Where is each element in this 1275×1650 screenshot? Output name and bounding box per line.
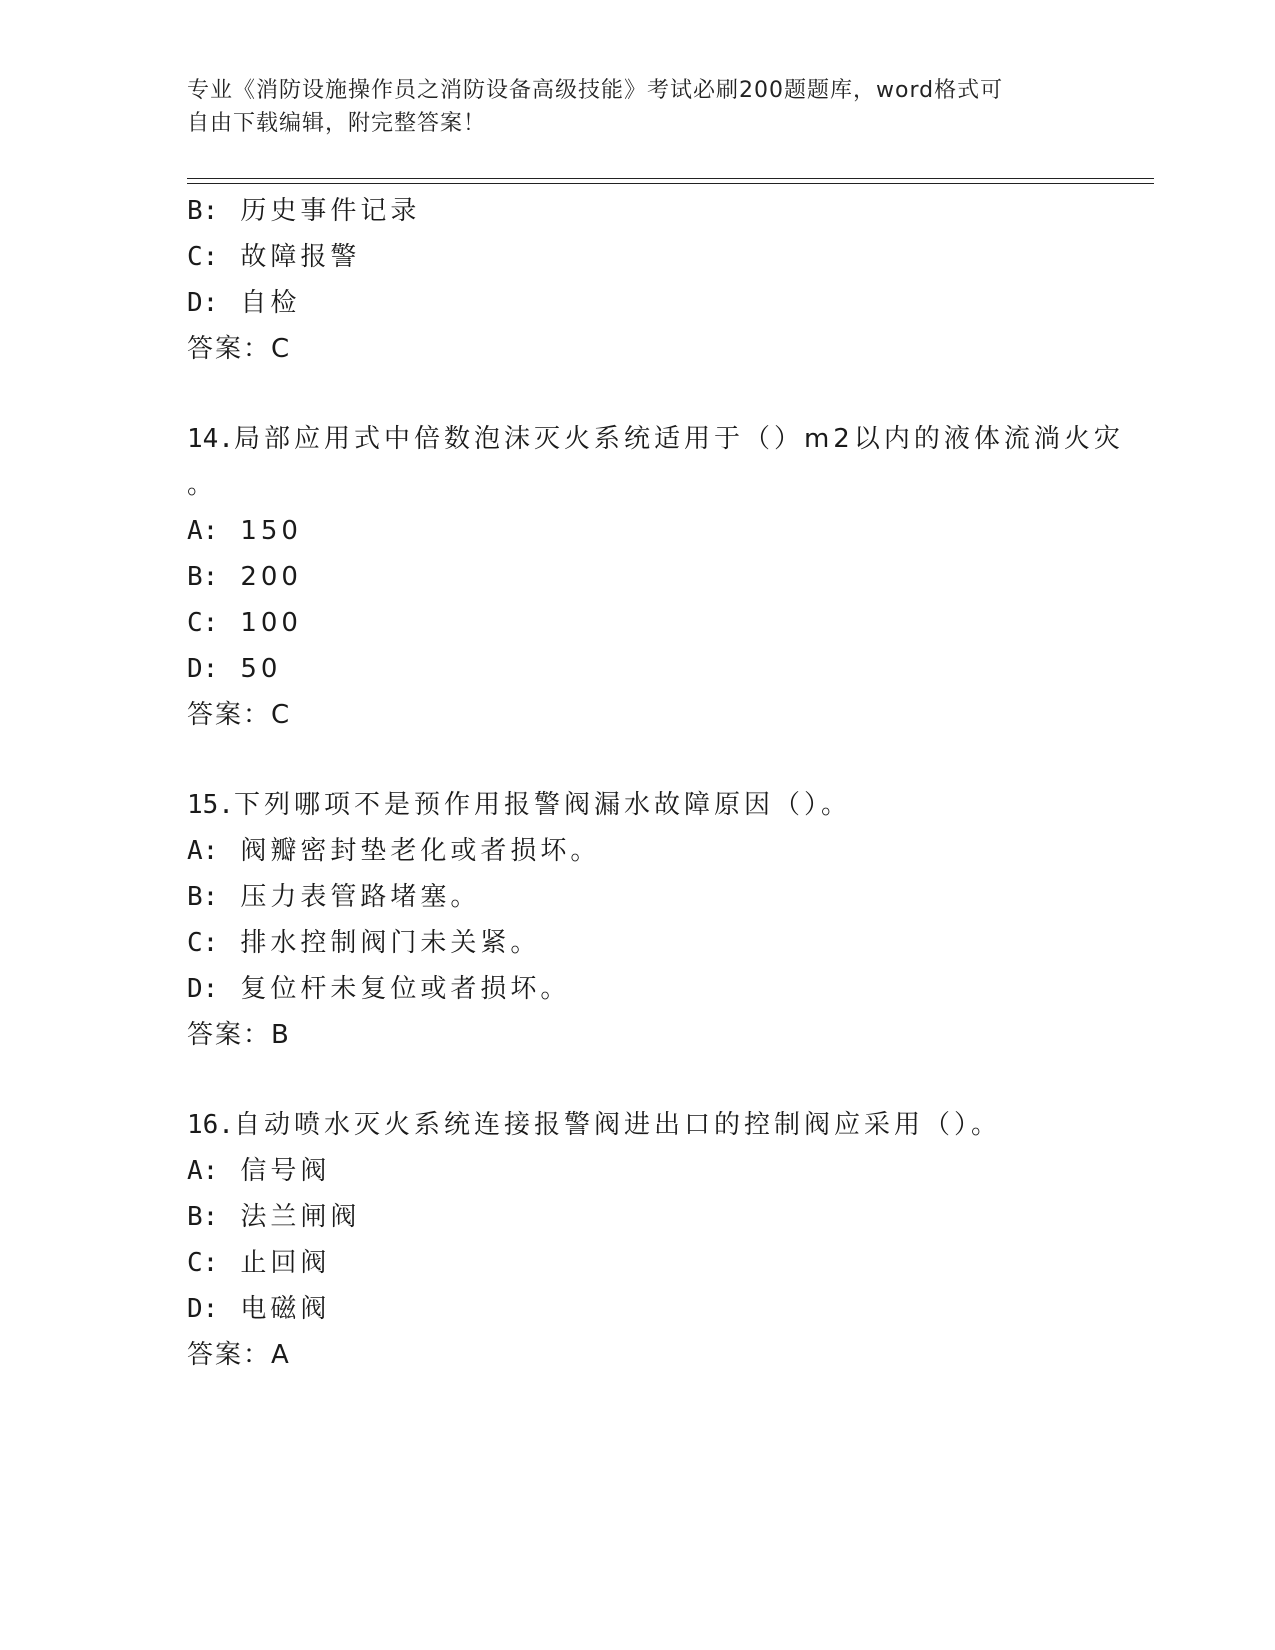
option-letter: D: — [187, 1294, 219, 1324]
option-text: 自检 — [240, 288, 301, 318]
option-text: 电磁阀 — [240, 1294, 331, 1324]
question-stem — [187, 782, 1147, 828]
question-text: 局部应用式中倍数泡沫灭火系统适用于（）m2以内的液体流淌火灾 — [233, 424, 1124, 454]
answer-line — [187, 1012, 1147, 1058]
option-d — [187, 280, 1147, 326]
header-divider-top — [187, 178, 1154, 179]
question-stem — [187, 416, 1147, 462]
question-13-tail — [187, 188, 1147, 372]
option-c — [187, 920, 1147, 966]
answer-value: C — [271, 700, 291, 730]
option-a — [187, 828, 1147, 874]
header-divider-bottom — [187, 183, 1154, 184]
header-line-2: 自由下载编辑，附完整答案！ — [187, 111, 487, 136]
option-letter: A: — [187, 516, 219, 546]
option-letter: A: — [187, 1156, 219, 1186]
question-number: 14. — [187, 424, 234, 454]
answer-value: C — [271, 334, 291, 364]
option-text: 故障报警 — [240, 242, 361, 272]
answer-value: A — [271, 1340, 290, 1370]
question-number: 15. — [187, 790, 234, 820]
question-15 — [187, 782, 1147, 1058]
answer-line — [187, 326, 1147, 372]
option-letter: B: — [187, 1202, 219, 1232]
option-b — [187, 554, 1147, 600]
option-text: 历史事件记录 — [240, 196, 421, 226]
option-letter: D: — [187, 654, 219, 684]
option-text: 50 — [240, 654, 282, 684]
option-text: 法兰闸阀 — [240, 1202, 361, 1232]
option-d — [187, 646, 1147, 692]
option-b — [187, 1194, 1147, 1240]
option-letter: D: — [187, 974, 219, 1004]
option-letter: A: — [187, 836, 219, 866]
answer-line — [187, 1332, 1147, 1378]
option-letter: B: — [187, 562, 219, 592]
answer-label: 答案： — [187, 1020, 272, 1050]
option-letter: B: — [187, 882, 219, 912]
question-stem — [187, 1102, 1147, 1148]
option-d — [187, 1286, 1147, 1332]
question-text-continuation: 。 — [187, 470, 214, 500]
option-text: 200 — [240, 562, 302, 592]
option-c — [187, 234, 1147, 280]
option-text: 止回阀 — [240, 1248, 331, 1278]
answer-line — [187, 692, 1147, 738]
option-text: 排水控制阀门未关紧。 — [240, 928, 541, 958]
option-b — [187, 874, 1147, 920]
option-text: 复位杆未复位或者损坏。 — [240, 974, 571, 1004]
option-text: 压力表管路堵塞。 — [240, 882, 481, 912]
option-letter: C: — [187, 1248, 219, 1278]
option-b — [187, 188, 1147, 234]
option-c — [187, 600, 1147, 646]
question-list — [187, 188, 1147, 1378]
option-letter: D: — [187, 288, 219, 318]
option-a — [187, 508, 1147, 554]
header-line-1: 专业《消防设施操作员之消防设备高级技能》考试必刷200题题库，word格式可 — [187, 78, 1004, 103]
option-d — [187, 966, 1147, 1012]
question-number: 16. — [187, 1110, 234, 1140]
document-header — [187, 74, 1087, 140]
answer-label: 答案： — [187, 700, 272, 730]
question-14 — [187, 416, 1147, 738]
option-letter: C: — [187, 242, 219, 272]
answer-label: 答案： — [187, 1340, 272, 1370]
question-text: 自动喷水灭火系统连接报警阀进出口的控制阀应采用（）。 — [233, 1110, 1001, 1140]
option-text: 阀瓣密封垫老化或者损坏。 — [240, 836, 601, 866]
option-letter: C: — [187, 928, 219, 958]
answer-label: 答案： — [187, 334, 272, 364]
option-text: 信号阀 — [240, 1156, 331, 1186]
option-text: 150 — [240, 516, 302, 546]
answer-value: B — [271, 1020, 290, 1050]
question-text: 下列哪项不是预作用报警阀漏水故障原因（）。 — [233, 790, 851, 820]
option-c — [187, 1240, 1147, 1286]
option-letter: B: — [187, 196, 219, 226]
option-text: 100 — [240, 608, 302, 638]
option-a — [187, 1148, 1147, 1194]
option-letter: C: — [187, 608, 219, 638]
question-16 — [187, 1102, 1147, 1378]
